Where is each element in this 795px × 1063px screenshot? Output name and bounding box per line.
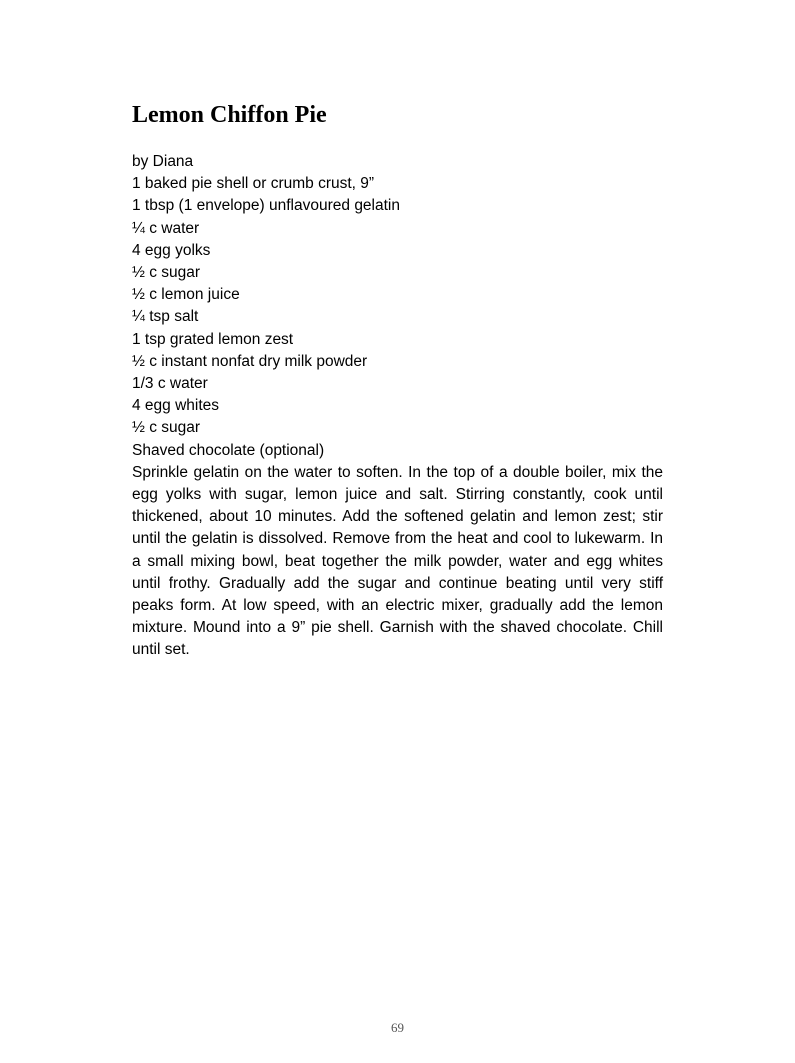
ingredient-item: 1 baked pie shell or crumb crust, 9” — [132, 175, 375, 193]
ingredient-item: ½ c sugar — [132, 419, 201, 437]
ingredient-item: 4 egg yolks — [132, 241, 211, 259]
page-number: 69 — [391, 1020, 404, 1035]
ingredient-item: ½ c lemon juice — [132, 286, 240, 304]
recipe-title: Lemon Chiffon Pie — [132, 102, 327, 128]
recipe-author: by Diana — [132, 153, 194, 170]
ingredient-item: 4 egg whites — [132, 397, 220, 415]
ingredient-item: 1 tbsp (1 envelope) unflavoured gelatin — [132, 197, 400, 215]
ingredient-list — [132, 173, 663, 462]
ingredient-item: Shaved chocolate (optional) — [132, 441, 325, 459]
recipe-method: Sprinkle gelatin on the water to soften. In the top of a double boiler, mix the egg yolks with sugar, lemon juice and salt. Stirring constantly, cook until thickened, about 10 minutes. Add the softened gelatin and lemon zest; stir until the gelatin is dissolved. Remove from the heat and cool to lukewarm. In a small mixing bowl, beat together the milk powder, water and egg whites until frothy. Gradually add the sugar and continue beating until very stiff peaks form. At low speed, with an electric mixer, gradually add the lemon mixture. Mound into a 9” pie shell. Garnish with the shaved chocolate. Chill until set. — [132, 463, 663, 659]
ingredient-item: ¼ c water — [132, 219, 200, 237]
ingredient-item: 1 tsp grated lemon zest — [132, 330, 294, 348]
recipe-body — [132, 151, 663, 662]
ingredient-item: 1/3 c water — [132, 375, 208, 393]
ingredient-item: ¼ tsp salt — [132, 308, 199, 326]
ingredient-item: ½ c sugar — [132, 264, 201, 282]
ingredient-item: ½ c instant nonfat dry milk powder — [132, 352, 368, 370]
